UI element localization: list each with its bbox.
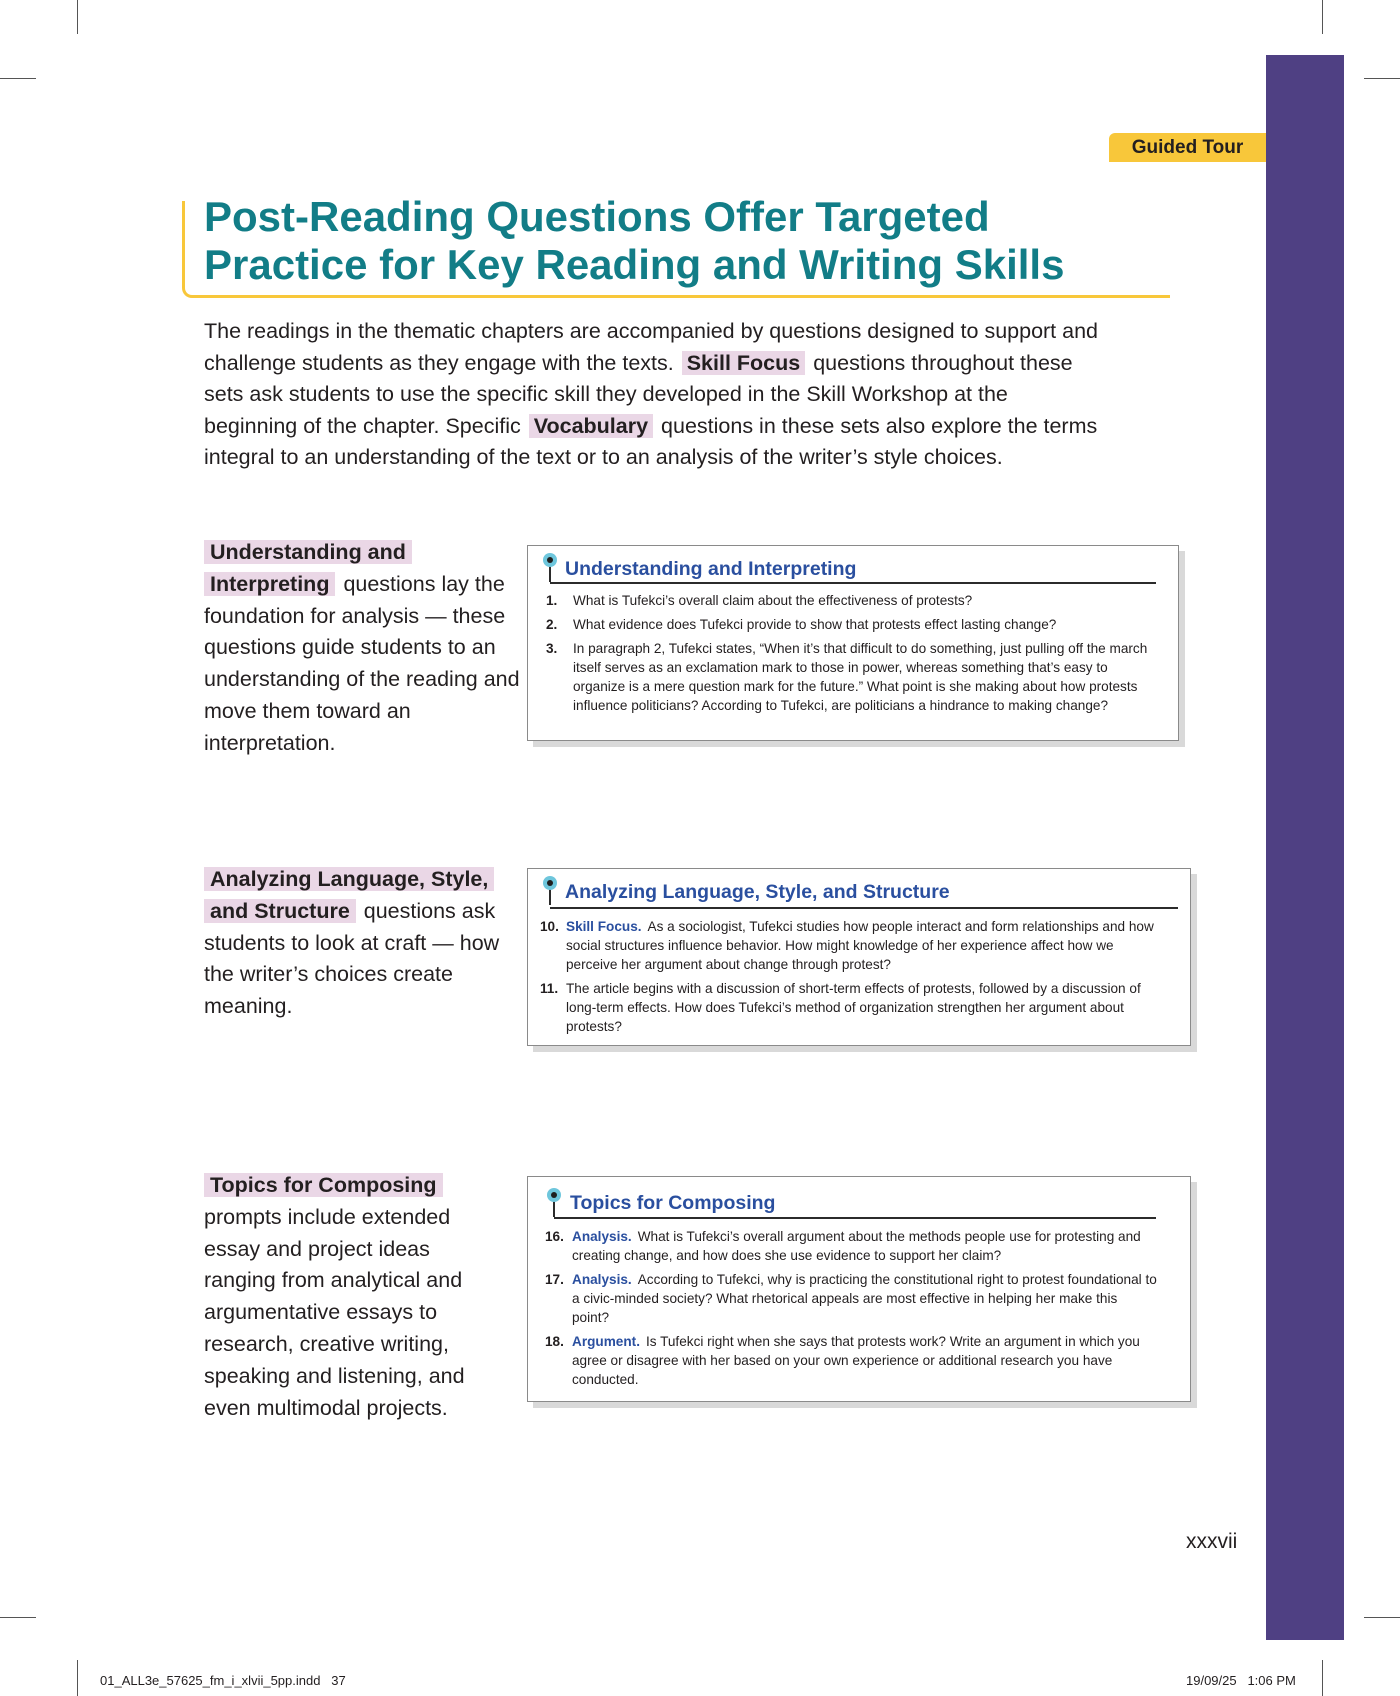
title-rule: [550, 582, 1156, 584]
question-list: [540, 917, 1162, 1041]
section-highlight: Understanding and: [204, 540, 412, 564]
vocabulary-highlight: Vocabulary: [529, 414, 653, 438]
question-box-title: Understanding and Interpreting: [565, 558, 857, 580]
question-box-title: Topics for Composing: [570, 1192, 776, 1214]
question-label: Analysis.: [572, 1272, 632, 1287]
title-line-1: Post-Reading Questions Offer Targeted: [204, 193, 990, 240]
title-line-2: Practice for Key Reading and Writing Skills: [204, 241, 1065, 288]
section-description-text: prompts include extended essay and project ideas ranging from analytical and argumentative essays to research, creative writing, speaking and listening, and even multimodal projects.: [204, 1204, 465, 1420]
question-item: 17. Analysis. According to Tufekci, why is practicing the constitutional right to protest foundational to a civic-minded society? What rhetorical appeals are most effective in helping her make this point?: [545, 1272, 1157, 1325]
question-box-understanding: [527, 545, 1179, 741]
question-list: [546, 591, 1156, 720]
question-text: Is Tufekci right when she says that protests work? Write an argument in which you agree or disagree with her based on your own experience or additional research you have conducted.: [572, 1334, 1140, 1387]
section-highlight: Analyzing Language, Style,: [204, 867, 494, 891]
question-label: Skill Focus.: [566, 919, 642, 934]
question-item: 18. Argument. Is Tufekci right when she says that protests work? Write an argument in which you agree or disagree with her based on your own experience or additional research you have conducted.: [545, 1334, 1140, 1387]
section-description-composing: [204, 1170, 504, 1424]
question-item: 3. In paragraph 2, Tufekci states, “When it’s that difficult to do something, just pulling off the march itself serves as an exclamation mark to those in power, whereas something that’s easy to organize is a mere question mark for the future.” What point is she making about how protests influence politicians? According to Tufekci, are politicians a hindrance to making change?: [546, 641, 1148, 713]
question-text: In paragraph 2, Tufekci states, “When it’s that difficult to do something, just pulling off the march itself serves as an exclamation mark to those in power, whereas something that’s easy to organize is a mere question mark for the future.” What point is she making about how protests influence politicians? According to Tufekci, are politicians a hindrance to making change?: [573, 641, 1148, 713]
question-label: Argument.: [572, 1334, 640, 1349]
question-box-title: Analyzing Language, Style, and Structure: [565, 881, 950, 903]
question-box-composing: [527, 1176, 1191, 1402]
question-text: What is Tufekci’s overall claim about the effectiveness of protests?: [573, 593, 973, 608]
section-description-analyzing: [204, 864, 524, 1023]
pushpin-icon: [542, 875, 558, 905]
crop-mark: [1364, 78, 1400, 79]
section-highlight: and Structure: [204, 899, 356, 923]
question-item: 2. What evidence does Tufekci provide to show that protests effect lasting change?: [546, 617, 1057, 632]
intro-text-3: questions in these sets also explore the terms integral to an understanding of the text or to an analysis of the writer’s style choices.: [204, 413, 1098, 469]
page-number: xxxvii: [1186, 1530, 1238, 1553]
question-text: What is Tufekci’s overall argument about the methods people use for protesting and creating change, and how does she use evidence to support her claim?: [572, 1229, 1141, 1263]
crop-mark: [0, 1617, 36, 1618]
title-rule: [550, 907, 1178, 909]
skill-focus-highlight: Skill Focus: [682, 351, 806, 375]
crop-mark: [1322, 0, 1323, 34]
question-text: According to Tufekci, why is practicing the constitutional right to protest foundational to a civic-minded society? What rhetorical appeals are most effective in helping her make this point?: [572, 1272, 1157, 1325]
question-text: The article begins with a discussion of short-term effects of protests, followed by a discussion of long-term effects. How does Tufekci’s method of organization strengthen her argument about protests?: [566, 981, 1141, 1034]
question-item: 1. What is Tufekci’s overall claim about the effectiveness of protests?: [546, 593, 973, 608]
question-label: Analysis.: [572, 1229, 632, 1244]
intro-paragraph: [204, 316, 1104, 474]
section-description-understanding: [204, 537, 524, 760]
page-title: [204, 193, 1184, 289]
title-rule: [554, 1217, 1156, 1219]
question-text: As a sociologist, Tufekci studies how people interact and form relationships and how social structures influence behavior. How might knowledge of her experience affect how we perceive her argument about change through protest?: [566, 919, 1154, 972]
intro-text-1: The readings in the thematic chapters are accompanied by questions designed to support and challenge students as they engage with the texts.: [204, 319, 1099, 375]
intro-text-2: questions throughout these sets ask students to use the specific skill they developed in the Skill Workshop at the beginning of the chapter. Specific: [204, 350, 1073, 438]
crop-mark: [1364, 1617, 1400, 1618]
pushpin-icon: [542, 552, 558, 582]
section-description-text: questions lay the foundation for analysis — these questions guide students to an understanding of the reading and move them toward an interpretation.: [204, 571, 520, 755]
section-highlight: Interpreting: [204, 572, 335, 596]
guided-tour-tab: Guided Tour: [1109, 133, 1266, 162]
section-description-text: questions ask students to look at craft — how the writer’s choices create meaning.: [204, 898, 500, 1019]
question-item: 16. Analysis. What is Tufekci’s overall argument about the methods people use for protesting and creating change, and how does she use evidence to support her claim?: [545, 1229, 1141, 1263]
question-item: 11. The article begins with a discussion of short-term effects of protests, followed by a discussion of long-term effects. How does Tufekci’s method of organization strengthen her argument about protests?: [540, 981, 1141, 1034]
crop-mark: [0, 78, 36, 79]
question-list: [545, 1227, 1157, 1394]
section-highlight: Topics for Composing: [204, 1173, 443, 1197]
sidebar-band: [1266, 55, 1344, 1640]
question-text: What evidence does Tufekci provide to show that protests effect lasting change?: [573, 617, 1057, 632]
crop-mark: [1322, 1660, 1323, 1696]
crop-mark: [77, 0, 78, 34]
question-item: 10. Skill Focus. As a sociologist, Tufekci studies how people interact and form relationships and how social structures influence behavior. How might knowledge of her experience affect how we perceive her argument about change through protest?: [540, 919, 1154, 972]
crop-mark: [77, 1660, 78, 1696]
question-box-analyzing: [527, 868, 1191, 1046]
slug-date: 19/09/25 1:06 PM: [1186, 1673, 1296, 1688]
file-slug: 01_ALL3e_57625_fm_i_xlvii_5pp.indd 37: [100, 1673, 346, 1688]
pushpin-icon: [546, 1187, 562, 1217]
